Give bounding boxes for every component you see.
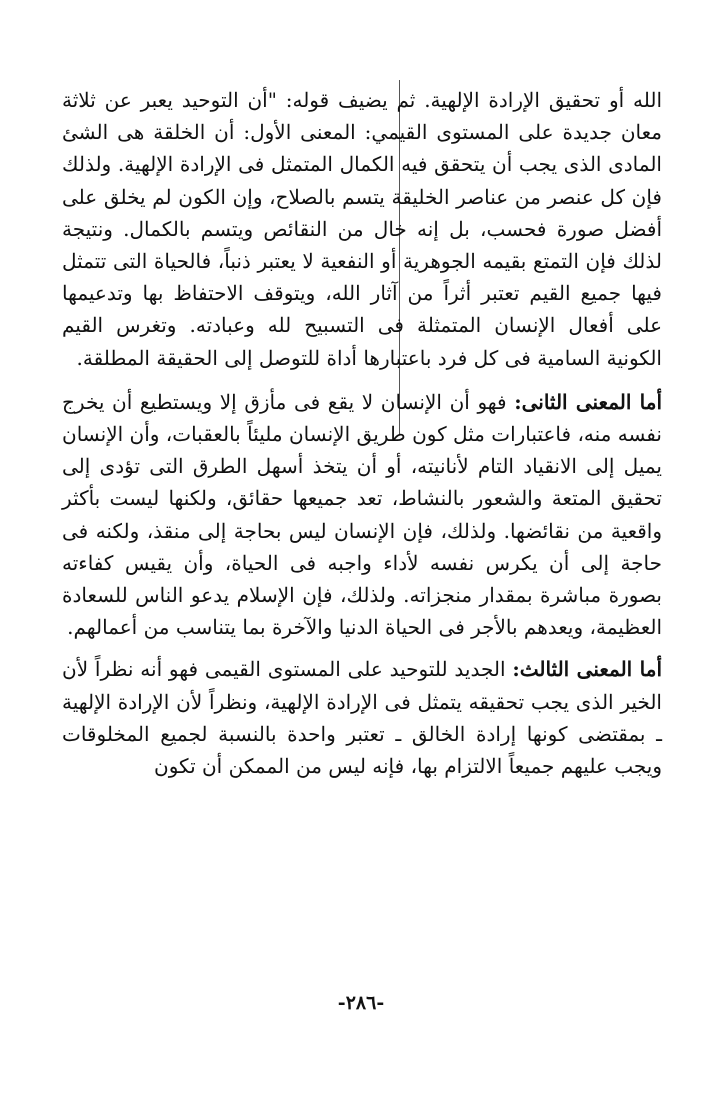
paragraph-lead: أما المعنى الثالث: [512, 657, 662, 682]
paragraph-2 [62, 386, 662, 644]
paragraph-text: الله أو تحقيق الإرادة الإلهية. ثم يضيف قوله: "أن التوحيد يعبر عن ثلاثة معان جديدة على المستوى القيمي: المعنى الأول: أن الخلقة هى الشئ المادى الذى يجب أن يتحقق فيه الكمال المتمثل فى الإرادة الإلهية. ولذلك فإن كل عنصر من عناصر الخليقة يتسم بالصلاح، وإن الكون لم يخلق على أفضل صورة فحسب، بل إنه خال من النقائص ويتسم بالكمال. ونتيجة لذلك فإن التمتع بقيمه الجوهرية أو النفعية لا يعتبر ذنباً، فالحياة التى تتمثل فيها جميع القيم تعتبر أثراً من آثار الله، ويتوقف الاحتفاظ بها وتدعيمها على أفعال الإنسان المتمثلة فى التسبيح لله وعبادته. وتغرس القيم الكونية السامية فى كل فرد باعتبارها أداة للتوصل إلى الحقيقة المطلقة. [62, 88, 662, 370]
paragraph-1 [62, 84, 662, 374]
paragraph-text: الجديد للتوحيد على المستوى القيمى فهو أنه نظراً لأن الخير الذى يجب تحقيقه يتمثل فى الإرادة الإلهية، ونظراً لأن الإرادة الإلهية ـ بمقتضى كونها إرادة الخالق ـ تعتبر واحدة بالنسبة لجميع المخلوقات ويجب عليهم جميعاً الالتزام بها، فإنه ليس من الممكن أن تكون [62, 657, 662, 779]
paragraph-3 [62, 653, 662, 782]
paragraph-lead: أما المعنى الثانى: [514, 389, 663, 414]
paragraph-text: فهو أن الإنسان لا يقع فى مأزق إلا ويستطيع أن يخرج نفسه منه، فاعتبارات مثل كون طريق الإنسان مليئاً بالعقبات، وأن الإنسان يميل إلى الانقياد التام لأنانيته، أو أن يتخذ أسهل الطرق التى تؤدى إلى تحقيق المتعة والشعور بالنشاط، تعد جميعها حقائق، ولكنها ليست بأكثر واقعية من نقائضها. ولذلك، فإن الإنسان ليس بحاجة إلى منقذ، ولكنه فى حاجة إلى أن يكرس نفسه لأداء واجبه فى الحياة، وأن يقيس كفاءته بصورة مباشرة بمقدار منجزاته. ولذلك، فإن الإسلام يدعو الناس للسعادة العظيمة، ويعدهم بالأجر فى الحياة الدنيا والآخرة بما يتناسب من أعمالهم. [62, 389, 662, 640]
body-text [62, 84, 662, 782]
page-number: -٢٨٦- [337, 992, 385, 1014]
